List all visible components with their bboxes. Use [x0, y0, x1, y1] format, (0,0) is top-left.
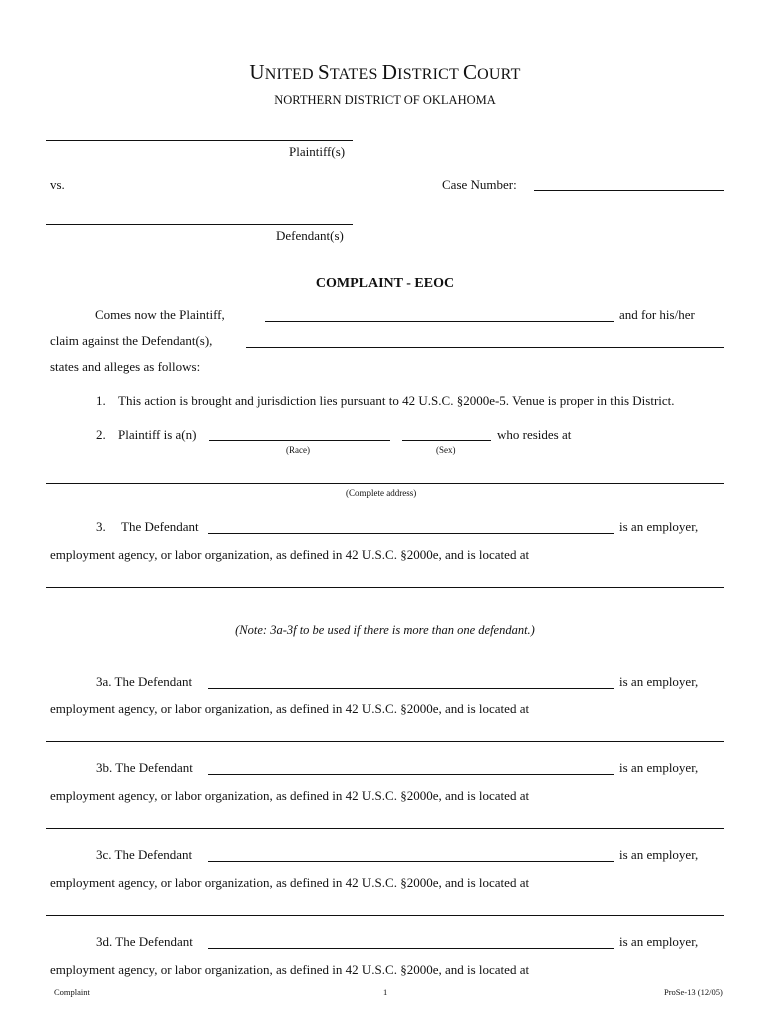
defendant-3b-continuation: employment agency, or labor organization, as defined in 42 U.S.C. §2000e, and is located at [50, 788, 530, 803]
defendant-3d-continuation: employment agency, or labor organization, as defined in 42 U.S.C. §2000e, and is located at [50, 962, 530, 977]
states-alleges-text: states and alleges as follows: [50, 359, 201, 374]
defendant-3b-location-field[interactable] [46, 828, 724, 829]
para3-location-field[interactable] [46, 587, 724, 588]
footer-page-number: 1 [383, 987, 388, 997]
defendant-3b-label: 3b. The Defendant [96, 760, 193, 775]
address-label: (Complete address) [346, 488, 417, 498]
defendant-3a-employer: is an employer, [619, 674, 699, 689]
para3-number: 3. [96, 519, 106, 534]
footer-form-number: ProSe-13 (12/05) [664, 987, 723, 997]
para2-number: 2. [96, 427, 106, 442]
plaintiff-name-field[interactable] [46, 140, 353, 141]
case-number-label: Case Number: [442, 177, 517, 192]
defendant-3b-employer: is an employer, [619, 760, 699, 775]
defendant-3d-field[interactable] [208, 948, 614, 949]
vs-label: vs. [50, 177, 65, 192]
complaint-title: COMPLAINT - EEOC [315, 276, 455, 291]
para1-number: 1. [96, 393, 106, 408]
defendant-3c-label: 3c. The Defendant [96, 847, 193, 862]
footer-doc-name: Complaint [54, 987, 90, 997]
defendant-3c-location-field[interactable] [46, 915, 724, 916]
para3-continuation: employment agency, or labor organization, as defined in 42 U.S.C. §2000e, and is located at [50, 547, 530, 562]
defendant-3b-field[interactable] [208, 774, 614, 775]
defendant-3a-label: 3a. The Defendant [96, 674, 193, 689]
defendant-3d-employer: is an employer, [619, 934, 699, 949]
defendant-3c-field[interactable] [208, 861, 614, 862]
case-number-field[interactable] [534, 190, 724, 191]
defendant-3d-label: 3d. The Defendant [96, 934, 193, 949]
defendant-3c-continuation: employment agency, or labor organization, as defined in 42 U.S.C. §2000e, and is located at [50, 875, 530, 890]
defendant-name-field[interactable] [46, 224, 353, 225]
defendant-3a-location-field[interactable] [46, 741, 724, 742]
sex-field[interactable] [402, 440, 491, 441]
para3-defendant-field[interactable] [208, 533, 614, 534]
court-title: UNITED STATES DISTRICT COURT [249, 60, 521, 84]
defendant-label: Defendant(s) [276, 228, 344, 243]
district-name: NORTHERN DISTRICT OF OKLAHOMA [274, 93, 496, 107]
para2-text: Plaintiff is a(n) [118, 427, 197, 442]
multiple-defendants-note: (Note: 3a-3f to be used if there is more than one defendant.) [235, 623, 535, 637]
resides-text: who resides at [497, 427, 572, 442]
and-for-text: and for his/her [619, 307, 695, 322]
para1-text: This action is brought and jurisdiction lies pursuant to 42 U.S.C. §2000e-5. Venue is proper in this District. [118, 393, 675, 408]
claim-against-text: claim against the Defendant(s), [50, 333, 213, 348]
plaintiff-intro-field[interactable] [265, 321, 614, 322]
race-label: (Race) [286, 445, 310, 455]
defendant-3c-employer: is an employer, [619, 847, 699, 862]
defendant-3a-continuation: employment agency, or labor organization, as defined in 42 U.S.C. §2000e, and is located at [50, 701, 530, 716]
defendant-3a-field[interactable] [208, 688, 614, 689]
para3-defendant-text: The Defendant [121, 519, 199, 534]
para3-employer-text: is an employer, [619, 519, 699, 534]
comes-now-text: Comes now the Plaintiff, [95, 307, 225, 322]
address-field[interactable] [46, 483, 724, 484]
race-field[interactable] [209, 440, 390, 441]
plaintiff-label: Plaintiff(s) [289, 144, 346, 159]
defendants-intro-field[interactable] [246, 347, 724, 348]
sex-label: (Sex) [436, 445, 456, 455]
